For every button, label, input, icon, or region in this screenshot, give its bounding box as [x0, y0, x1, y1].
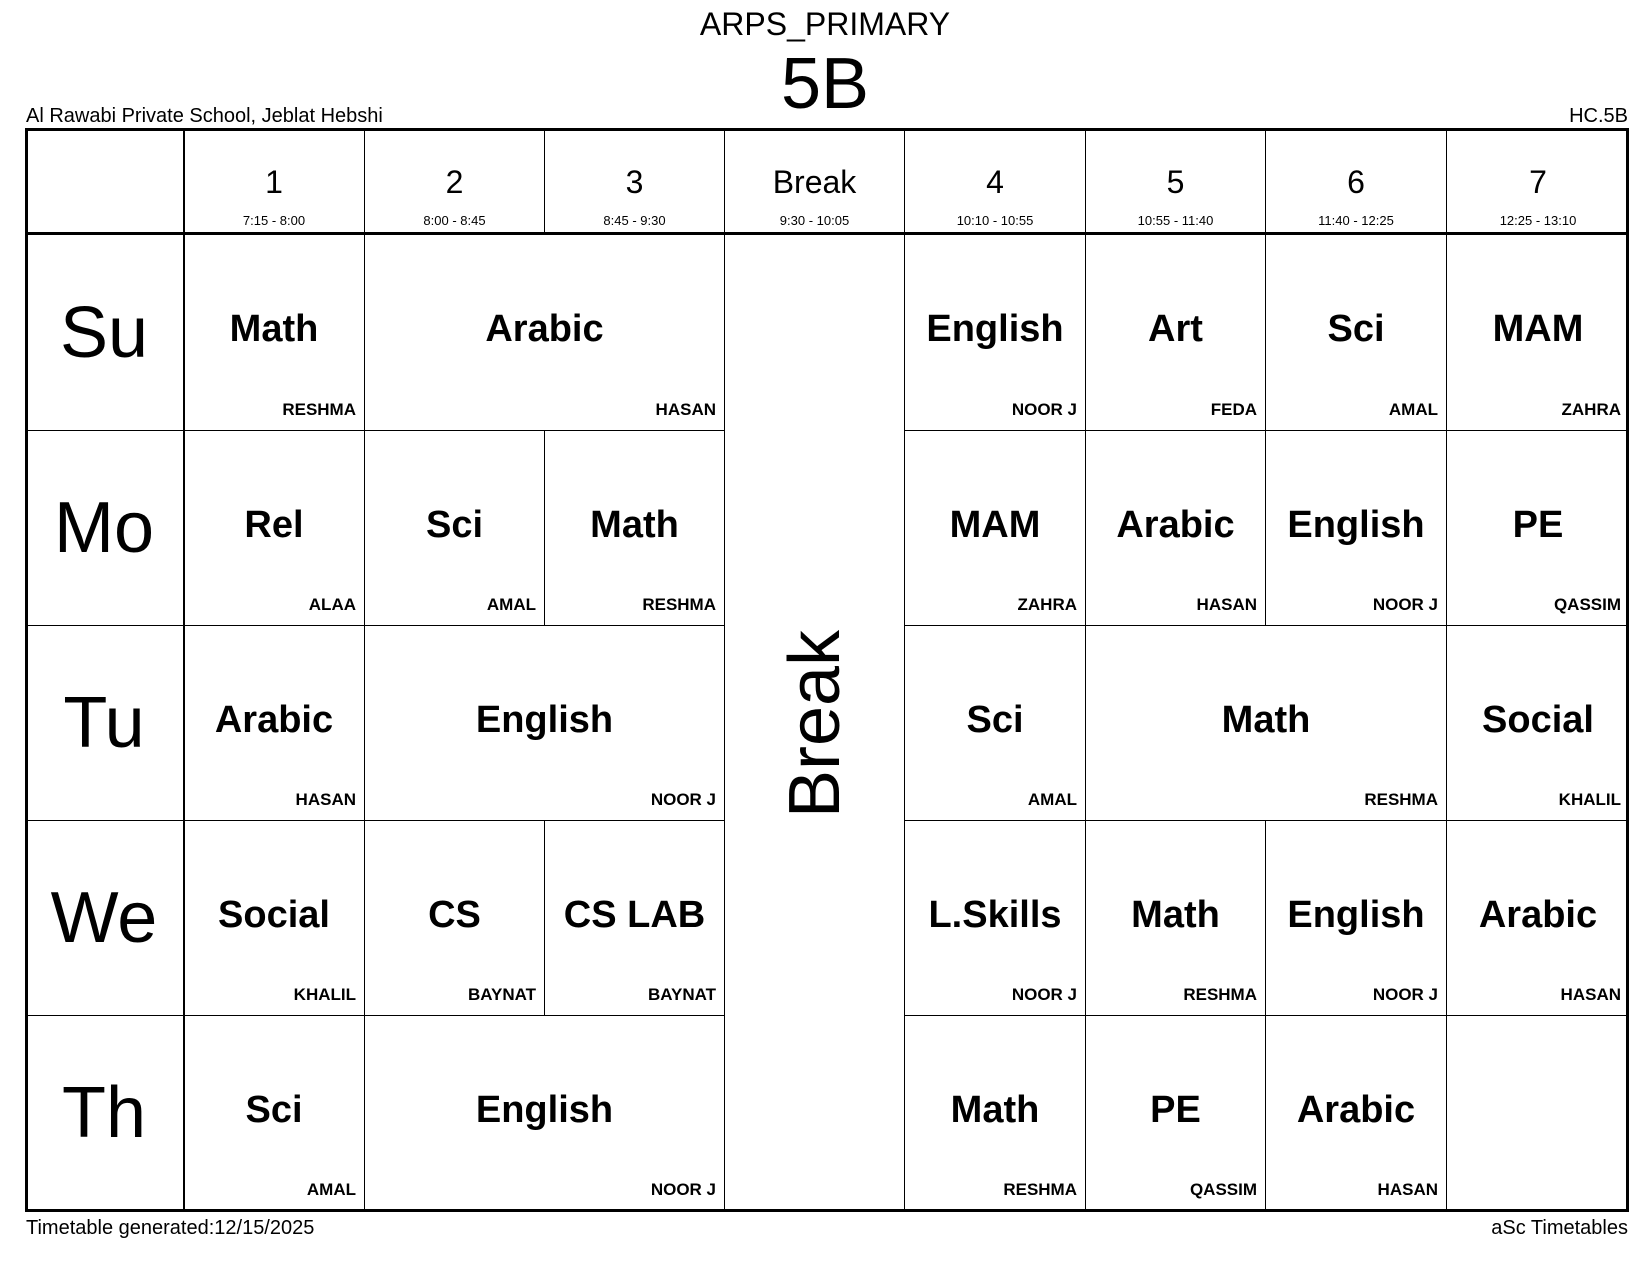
- timetable-grid: [25, 128, 1629, 1212]
- lesson-teacher: HASAN: [1560, 985, 1621, 1004]
- lesson-subject: Social: [1482, 699, 1594, 741]
- period-time: 11:40 - 12:25: [1318, 213, 1394, 228]
- lesson-teacher: ZAHRA: [1561, 400, 1621, 419]
- lesson-teacher: HASAN: [1196, 595, 1257, 614]
- lesson-cell: [364, 820, 544, 1015]
- lesson-subject: Sci: [245, 1089, 303, 1131]
- period-header-1: [183, 128, 364, 232]
- lesson-cell: [364, 625, 724, 820]
- period-time: 10:55 - 11:40: [1137, 213, 1214, 228]
- lesson-subject: CS: [428, 894, 481, 936]
- lesson-subject: Sci: [966, 699, 1024, 741]
- lesson-teacher: HASAN: [295, 790, 356, 809]
- lesson-cell: [364, 1015, 724, 1210]
- period-time: 9:30 - 10:05: [779, 213, 850, 228]
- page-title: ARPS_PRIMARY: [699, 6, 951, 42]
- lesson-cell: [183, 1015, 364, 1210]
- break-column: [724, 235, 904, 1212]
- period-number: 3: [625, 164, 644, 200]
- lesson-teacher: NOOR J: [650, 790, 716, 809]
- empty-cell: [1446, 1015, 1629, 1210]
- lesson-cell: [904, 430, 1085, 625]
- lesson-teacher: FEDA: [1210, 400, 1257, 419]
- lesson-subject: MAM: [1492, 308, 1584, 350]
- period-time: 10:10 - 10:55: [956, 213, 1034, 228]
- day-label-tu: Tu: [25, 625, 183, 820]
- period-header-5: [1085, 128, 1265, 232]
- lesson-subject: PE: [1150, 1089, 1201, 1131]
- lesson-teacher: QASSIM: [1189, 1180, 1257, 1199]
- period-number: Break: [772, 164, 857, 200]
- lesson-cell: [1265, 235, 1446, 430]
- period-time: 8:45 - 9:30: [603, 213, 666, 228]
- lesson-cell: [183, 820, 364, 1015]
- day-label-we: We: [25, 820, 183, 1015]
- period-number: 4: [986, 164, 1004, 200]
- lesson-teacher: HASAN: [655, 400, 716, 419]
- lesson-teacher: NOOR J: [1372, 595, 1438, 614]
- school-name: Al Rawabi Private School, Jeblat Hebshi: [26, 105, 383, 127]
- lesson-teacher: RESHMA: [1183, 985, 1257, 1004]
- period-time: 12:25 - 13:10: [1499, 213, 1577, 228]
- lesson-cell: [364, 235, 724, 430]
- period-number: 2: [445, 164, 464, 200]
- lesson-cell: [183, 625, 364, 820]
- lesson-subject: Math: [590, 504, 679, 546]
- lesson-teacher: BAYNAT: [467, 985, 536, 1004]
- lesson-teacher: ALAA: [308, 595, 356, 614]
- generated-date: Timetable generated:12/15/2025: [26, 1217, 315, 1239]
- lesson-subject: Art: [1148, 308, 1203, 350]
- lesson-subject: English: [926, 308, 1064, 350]
- class-name: 5B: [780, 44, 870, 124]
- lesson-teacher: ZAHRA: [1017, 595, 1077, 614]
- lesson-subject: English: [1287, 504, 1425, 546]
- period-number: 6: [1347, 164, 1365, 200]
- period-header-3: [544, 128, 724, 232]
- lesson-subject: Math: [1131, 894, 1220, 936]
- period-header-2: [364, 128, 544, 232]
- lesson-teacher: NOOR J: [1011, 400, 1077, 419]
- period-header-6: [1265, 128, 1446, 232]
- lesson-subject: Sci: [425, 504, 484, 546]
- lesson-teacher: KHALIL: [1558, 790, 1621, 809]
- lesson-cell: [1446, 235, 1629, 430]
- lesson-cell: [544, 430, 724, 625]
- lesson-cell: [183, 430, 364, 625]
- lesson-cell: [1265, 430, 1446, 625]
- lesson-teacher: QASSIM: [1553, 595, 1621, 614]
- lesson-teacher: NOOR J: [1372, 985, 1438, 1004]
- lesson-subject: Arabic: [214, 699, 334, 741]
- app-credit: aSc Timetables: [1491, 1217, 1628, 1239]
- lesson-cell: [1265, 1015, 1446, 1210]
- lesson-teacher: AMAL: [1027, 790, 1077, 809]
- lesson-subject: English: [1287, 894, 1425, 936]
- divider: [904, 235, 905, 1212]
- break-label: Break: [774, 629, 855, 818]
- lesson-cell: [183, 235, 364, 430]
- lesson-subject: Arabic: [1478, 894, 1598, 936]
- lesson-teacher: NOOR J: [1011, 985, 1077, 1004]
- lesson-subject: Arabic: [1296, 1089, 1416, 1131]
- period-number: 5: [1166, 164, 1185, 200]
- lesson-teacher: HASAN: [1377, 1180, 1438, 1199]
- lesson-subject: Arabic: [485, 308, 604, 350]
- header-divider: [25, 232, 1629, 235]
- lesson-subject: Sci: [1327, 308, 1385, 350]
- lesson-subject: CS LAB: [563, 894, 706, 936]
- lesson-cell: [1446, 820, 1629, 1015]
- day-label-th: Th: [25, 1015, 183, 1210]
- period-time: 7:15 - 8:00: [242, 213, 306, 228]
- lesson-cell: [1085, 625, 1446, 820]
- lesson-cell: [1085, 1015, 1265, 1210]
- period-number: 7: [1529, 164, 1547, 200]
- lesson-teacher: RESHMA: [1364, 790, 1438, 809]
- lesson-teacher: AMAL: [486, 595, 536, 614]
- lesson-subject: Social: [218, 894, 330, 936]
- day-label-su: Su: [59, 292, 149, 373]
- lesson-cell: [1085, 430, 1265, 625]
- lesson-teacher: KHALIL: [293, 985, 356, 1004]
- lesson-subject: Math: [229, 308, 319, 350]
- lesson-subject: PE: [1512, 504, 1564, 546]
- lesson-subject: L.Skills: [928, 894, 1062, 936]
- lesson-subject: English: [475, 699, 614, 741]
- period-header-7: [1446, 128, 1629, 232]
- day-column-divider: [183, 128, 185, 1212]
- lesson-subject: Math: [950, 1089, 1040, 1131]
- lesson-cell: [1085, 820, 1265, 1015]
- lesson-subject: Rel: [244, 504, 304, 546]
- period-header-4: [904, 128, 1085, 232]
- lesson-subject: Arabic: [1116, 504, 1235, 546]
- day-label-mo: Mo: [25, 430, 183, 625]
- period-header-break: [724, 128, 904, 232]
- lesson-subject: MAM: [949, 504, 1041, 546]
- lesson-cell: [1446, 430, 1629, 625]
- lesson-cell: [904, 625, 1085, 820]
- lesson-cell: [1085, 235, 1265, 430]
- lesson-teacher: RESHMA: [282, 400, 356, 419]
- lesson-cell: [544, 820, 724, 1015]
- lesson-cell: [904, 235, 1085, 430]
- period-number: 1: [265, 164, 283, 200]
- class-code: HC.5B: [1569, 105, 1628, 127]
- lesson-cell: [1265, 820, 1446, 1015]
- lesson-cell: [904, 820, 1085, 1015]
- lesson-teacher: AMAL: [306, 1180, 356, 1199]
- lesson-cell: [364, 430, 544, 625]
- lesson-teacher: NOOR J: [650, 1180, 716, 1199]
- lesson-teacher: AMAL: [1388, 400, 1438, 419]
- period-time: 8:00 - 8:45: [423, 213, 486, 228]
- lesson-subject: English: [475, 1089, 614, 1131]
- lesson-teacher: BAYNAT: [647, 985, 716, 1004]
- lesson-teacher: RESHMA: [1003, 1180, 1077, 1199]
- lesson-cell: [1446, 625, 1629, 820]
- lesson-teacher: RESHMA: [642, 595, 716, 614]
- lesson-subject: Math: [1221, 699, 1311, 741]
- lesson-cell: [904, 1015, 1085, 1210]
